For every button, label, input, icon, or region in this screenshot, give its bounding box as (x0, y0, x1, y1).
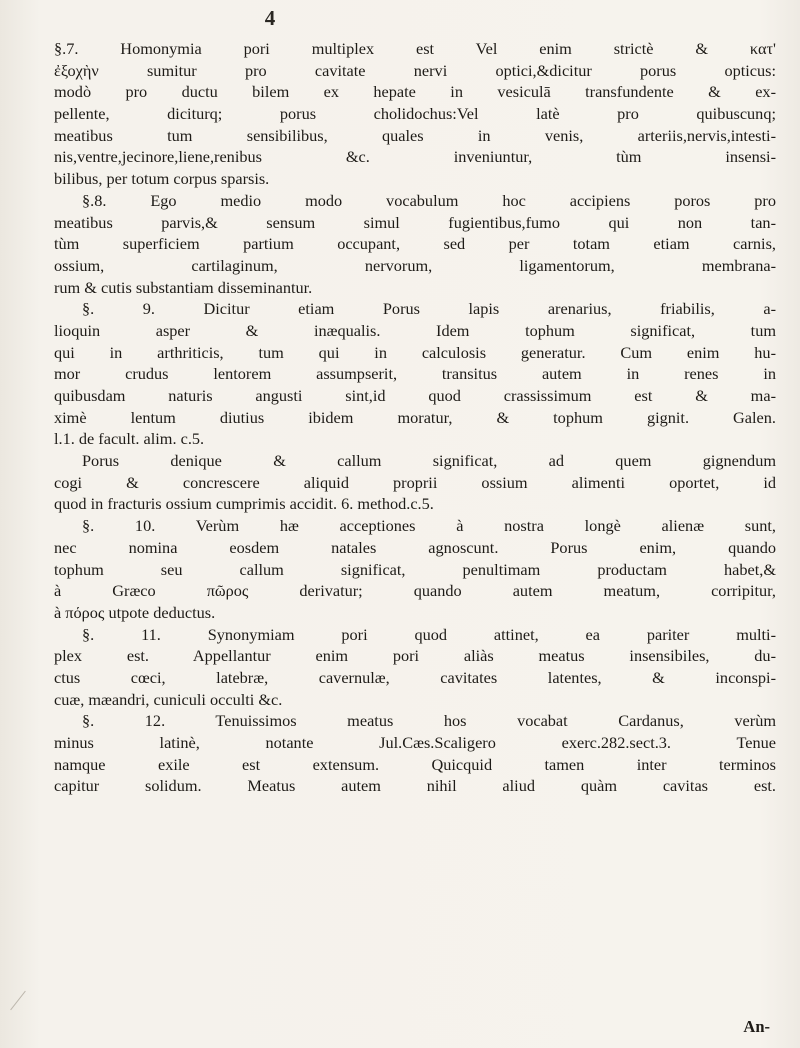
text-line: meatibus parvis,& sensum simul fugientibus,fumo qui non tan- (54, 212, 776, 232)
text-line: namque exile est extensum. Quicquid tamen inter terminos (54, 754, 776, 774)
text-line: §. 11. Synonymiam pori quod attinet, ea pariter multi- (82, 624, 776, 644)
text-line: tùm superficiem partium occupant, sed per totam etiam carnis, (54, 234, 776, 254)
text-line: modò pro ductu bilem ex hepate in vesiculā transfundente & ex- (54, 82, 776, 102)
text-line: capitur solidum. Meatus autem nihil aliud quàm cavitas est. (54, 776, 776, 796)
text-line: nis,ventre,jecinore,liene,renibus &c. inveniuntur, tùm insensi- (54, 147, 776, 167)
text-line: ctus cœci, latebræ, cavernulæ, cavitates latentes, & inconspi- (54, 667, 776, 687)
text-line: Porus denique & callum significat, ad quem gignendum (82, 451, 776, 471)
text-line: à Græco πῶρος derivatur; quando autem meatum, corripitur, (54, 581, 776, 601)
text-line: bilibus, per totum corpus sparsis. (54, 169, 270, 189)
text-line: pellente, diciturq; porus cholidochus:Vel latè pro quibuscunq; (54, 104, 776, 124)
text-line: minus latinè, notante Jul.Cæs.Scaligero exerc.282.sect.3. Tenue (54, 733, 776, 752)
text-line: §. 12. Tenuissimos meatus hos vocabat Cardanus, verùm (82, 711, 776, 731)
text-line: à πόρος utpote deductus. (54, 602, 216, 622)
text-line: quod in fracturis ossium cumprimis accidit. 6. method.c.5. (54, 494, 434, 514)
body-text (54, 38, 776, 797)
text-line: meatibus tum sensibilibus, quales in venis, arteriis,nervis,intesti- (54, 125, 776, 145)
text-line: nec nomina eosdem natales agnoscunt. Porus enim, quando (54, 537, 776, 557)
text-line: qui in arthriticis, tum qui in calculosis generatur. Cum enim hu- (54, 342, 776, 362)
text-line: ossium, cartilaginum, nervorum, ligamentorum, membrana- (54, 255, 776, 275)
text-line: quibusdam naturis angusti sint,id quod crassissimum est & ma- (54, 386, 776, 405)
text-line: ἐξοχὴν sumitur pro cavitate nervi optici,&dicitur porus opticus: (54, 60, 776, 80)
text-line: plex est. Appellantur enim pori aliàs meatus insensibiles, du- (54, 646, 776, 666)
catchword: An- (743, 1017, 770, 1036)
page-number: 4 (264, 6, 276, 30)
text-line: §.7. Homonymia pori multiplex est Vel enim strictè & κατ' (54, 39, 776, 58)
text-line: mor crudus lentorem assumpserit, transitus autem in renes in (54, 364, 776, 384)
text-line: §. 9. Dicitur etiam Porus lapis arenarius, friabilis, a- (82, 299, 776, 319)
text-line: §. 10. Verùm hæ acceptiones à nostra longè alienæ sunt, (82, 516, 776, 536)
text-line: ximè lentum diutius ibidem moratur, & tophum gignit. Galen. (54, 407, 776, 427)
text-line: cogi & concrescere aliquid proprii ossium alimenti oportet, id (54, 472, 776, 492)
text-line: l.1. de facult. alim. c.5. (54, 429, 205, 449)
text-line: rum & cutis substantiam disseminantur. (54, 277, 313, 297)
text-line: lioquin asper & inæqualis. Idem tophum significat, tum (54, 320, 776, 340)
margin-pencil-mark (10, 991, 26, 1011)
text-line: §.8. Ego medio modo vocabulum hoc accipiens poros pro (82, 190, 776, 210)
text-line: cuæ, mæandri, cuniculi occulti &c. (54, 689, 283, 709)
text-line: tophum seu callum significat, penultimam productam habet,& (54, 559, 776, 579)
